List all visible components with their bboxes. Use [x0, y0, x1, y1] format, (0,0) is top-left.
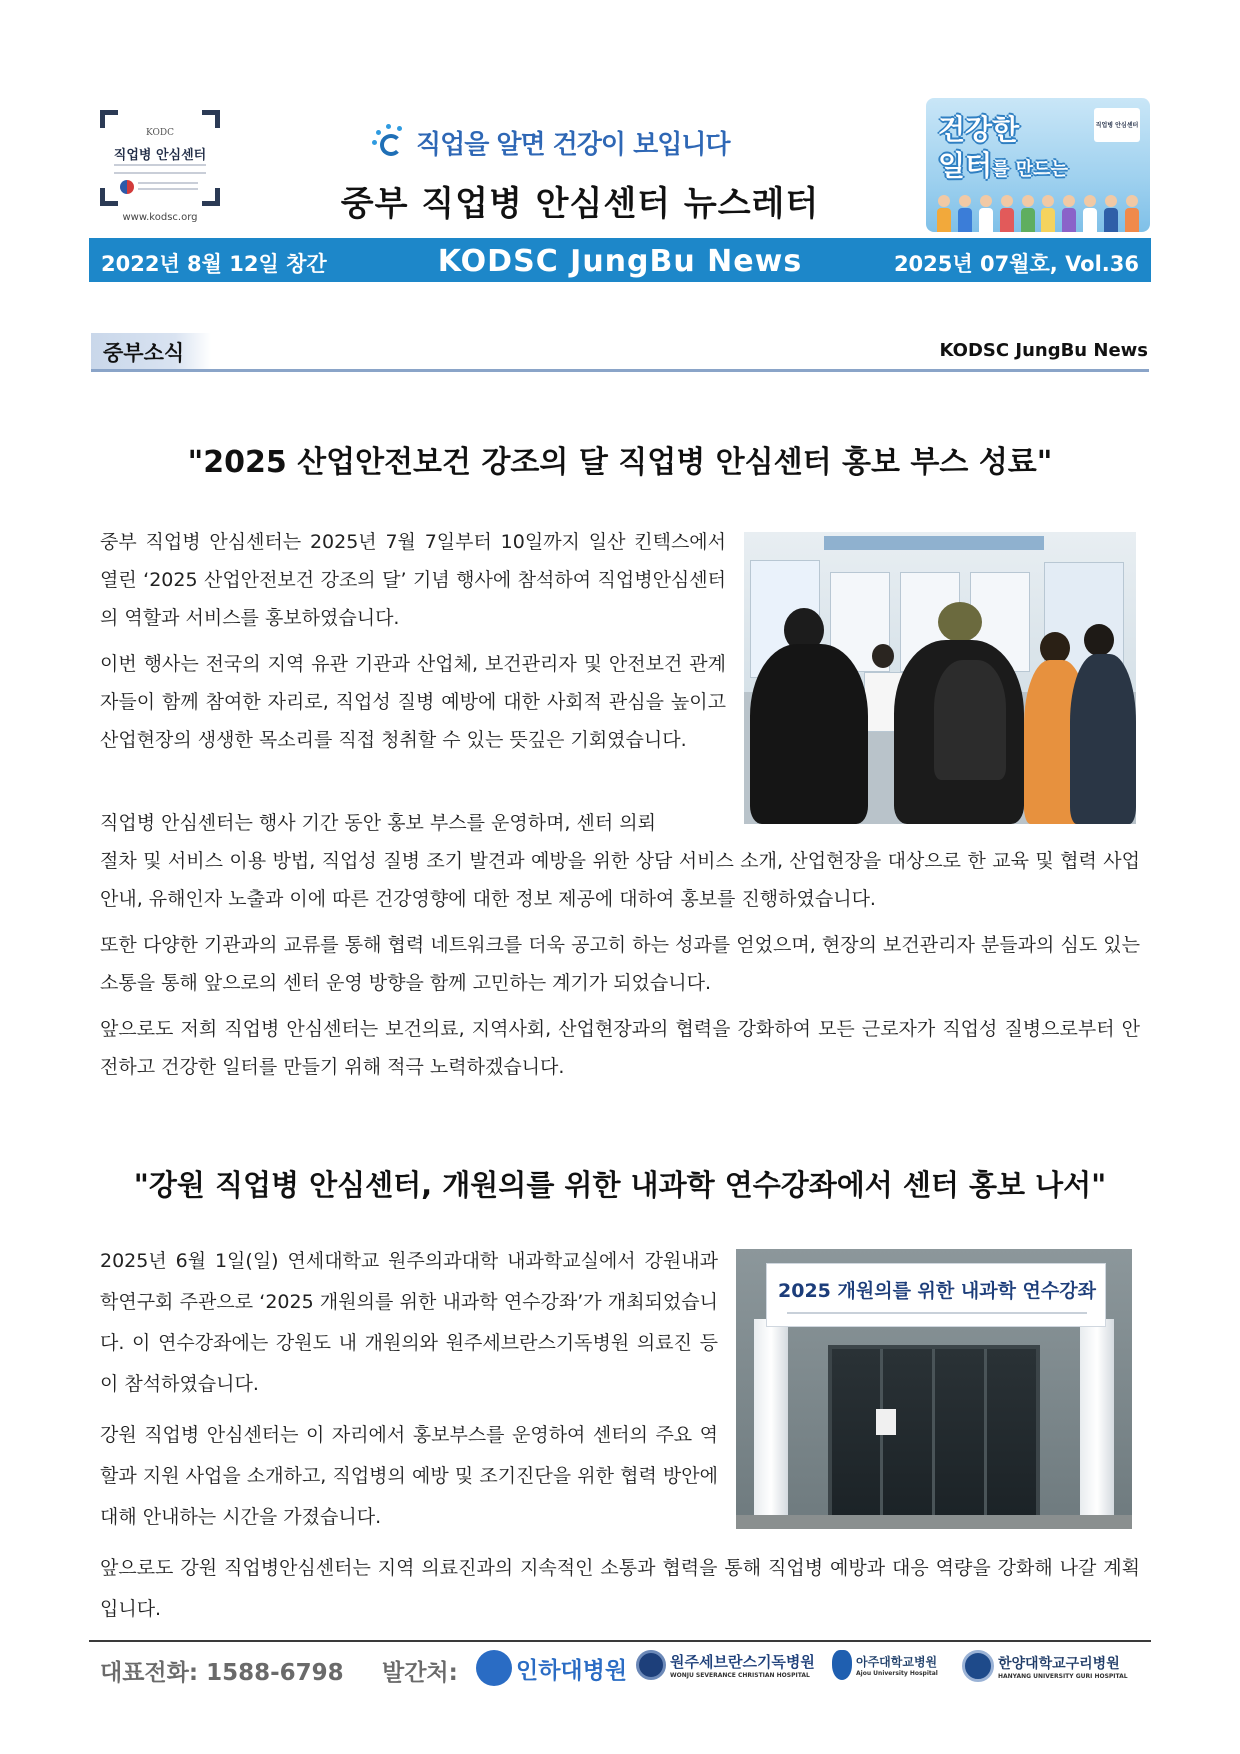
lecture-banner: [766, 1263, 1106, 1327]
banner-line-2: [938, 144, 1068, 184]
banner-line-2a: 일터: [938, 149, 993, 182]
hanyang-emblem-icon: [962, 1650, 994, 1682]
workers-illustration: [926, 188, 1150, 232]
booth-photo: [744, 532, 1136, 824]
article-2-title: "강원 직업병 안심센터, 개원의를 위한 내과학 연수강좌에서 센터 홍보 나서": [133, 1168, 1107, 1202]
newsletter-title: 중부 직업병 안심센터 뉴스레터: [340, 184, 820, 224]
hospital-wonju-name: 원주세브란스기독병원 WONJU SEVERANCE CHRISTIAN HOSPITAL: [670, 1653, 815, 1679]
article-1-paragraph-2: 이번 행사는 전국의 지역 유관 기관과 산업체, 보건관리자 및 안전보건 관계자들이 함께 참여한 자리로, 직업성 질병 예방에 대한 사회적 관심을 높이고 산업현장의 생생한 목소리를 직접 청취할 수 있는 뜻깊은 기회였습니다.: [100, 653, 726, 751]
sparkle-icon: [370, 122, 410, 162]
government-emblem-icon: [120, 180, 134, 194]
hospital-wonju: [636, 1650, 815, 1680]
wonju-emblem-icon: [636, 1650, 666, 1680]
article-1-paragraph-4: 또한 다양한 기관과의 교류를 통해 협력 네트워크를 더욱 공고히 하는 성과를 얻었으며, 현장의 보건관리자 분들과의 심도 있는 소통을 통해 앞으로의 센터 운영 방향을 함께 고민하는 계기가 되었습니다.: [100, 934, 1140, 994]
center-logo: [100, 110, 220, 206]
article-2-paragraph-1: 2025년 6월 1일(일) 연세대학교 원주의과대학 내과학교실에서 강원내과학연구회 주관으로 ‘2025 개원의를 위한 내과학 연수강좌’가 개최되었습니다. 이 연수강좌에는 강원도 내 개원의와 원주세브란스기독병원 의료진 등이 참석하였습니다.: [100, 1250, 718, 1395]
article-1-paragraph-5: 앞으로도 저희 직업병 안심센터는 보건의료, 지역사회, 산업현장과의 협력을 강화하여 모든 근로자가 직업성 질병으로부터 안전하고 건강한 일터를 만들기 위해 적극 노력하겠습니다.: [100, 1018, 1140, 1078]
inha-emblem-icon: [476, 1650, 512, 1686]
footer-phone: 대표전화: 1588-6798: [100, 1660, 344, 1686]
newsletter-name: KODSC JungBu News: [437, 244, 803, 279]
section-label: 중부소식: [91, 333, 211, 369]
lecture-banner-text: 2025 개원의를 위한 내과학 연수강좌: [778, 1280, 1096, 1302]
logo-name: 직업병 안심센터: [113, 148, 207, 163]
banner-line-1: 건강한: [938, 113, 1020, 146]
issue-bar: [89, 238, 1151, 282]
hospital-inha-name: 인하대병원: [516, 1657, 628, 1684]
section-right-label: KODSC JungBu News: [939, 340, 1148, 361]
hospital-ajou: [832, 1650, 938, 1680]
website-url: www.kodsc.org: [122, 212, 198, 223]
article-1-paragraph-1: 중부 직업병 안심센터는 2025년 7월 7일부터 10일까지 일산 킨텍스에서 열린 ‘2025 산업안전보건 강조의 달’ 기념 행사에 참석하여 직업병안심센터의 역할과 서비스를 홍보하였습니다.: [100, 531, 726, 629]
issue-number: 2025년 07월호, Vol.36: [893, 252, 1139, 276]
hospital-ajou-name: 아주대학교병원 Ajou University Hospital: [856, 1655, 938, 1677]
article-2-paragraph-3: 앞으로도 강원 직업병안심센터는 지역 의료진과의 지속적인 소통과 협력을 통해 직업병 예방과 대응 역량을 강화해 나갈 계획입니다.: [100, 1557, 1140, 1620]
banner-line-2b: 를 만드는: [992, 159, 1068, 180]
logo-ministry-lines: [138, 182, 198, 190]
slogan-text: 직업을 알면 건강이 보입니다: [416, 129, 730, 160]
hospital-inha: [476, 1650, 627, 1686]
article-2-paragraph-2: 강원 직업병 안심센터는 이 자리에서 홍보부스를 운영하여 센터의 주요 역할과 지원 사업을 소개하고, 직업병의 예방 및 조기진단을 위한 협력 방안에 대해 안내하는 시간을 가졌습니다.: [100, 1424, 718, 1528]
hospital-hanyang-guri: [962, 1650, 1128, 1682]
footer-divider: [89, 1640, 1151, 1642]
lecture-venue-photo: [736, 1249, 1132, 1529]
article-1-title: "2025 산업안전보건 강조의 달 직업병 안심센터 홍보 부스 성료": [187, 445, 1053, 480]
campaign-banner: [926, 98, 1150, 232]
section-divider: [91, 369, 1149, 372]
ajou-emblem-icon: [832, 1650, 852, 1680]
slogan: [370, 120, 730, 164]
banner-center-logo: 직업병 안심센터: [1094, 108, 1140, 142]
footer-publisher-label: 발간처:: [382, 1660, 458, 1686]
article-1-paragraph-3b: 절차 및 서비스 이용 방법, 직업성 질병 조기 발견과 예방을 위한 상담 서비스 소개, 산업현장을 대상으로 한 교육 및 협력 사업 안내, 유해인자 노출과 이에 따른 건강영향에 대한 정보 제공에 대하여 홍보를 진행하였습니다.: [100, 850, 1140, 910]
logo-abbrev: KODC: [146, 128, 174, 138]
logo-subtext-lines: [114, 164, 206, 174]
founded-date: 2022년 8월 12일 창간: [101, 252, 327, 276]
article-1-paragraph-3a: 직업병 안심센터는 행사 기간 동안 홍보 부스를 운영하며, 센터 의뢰: [100, 812, 656, 834]
hospital-hanyang-guri-name: 한양대학교구리병원 HANYANG UNIVERSITY GURI HOSPITAL: [998, 1655, 1128, 1680]
